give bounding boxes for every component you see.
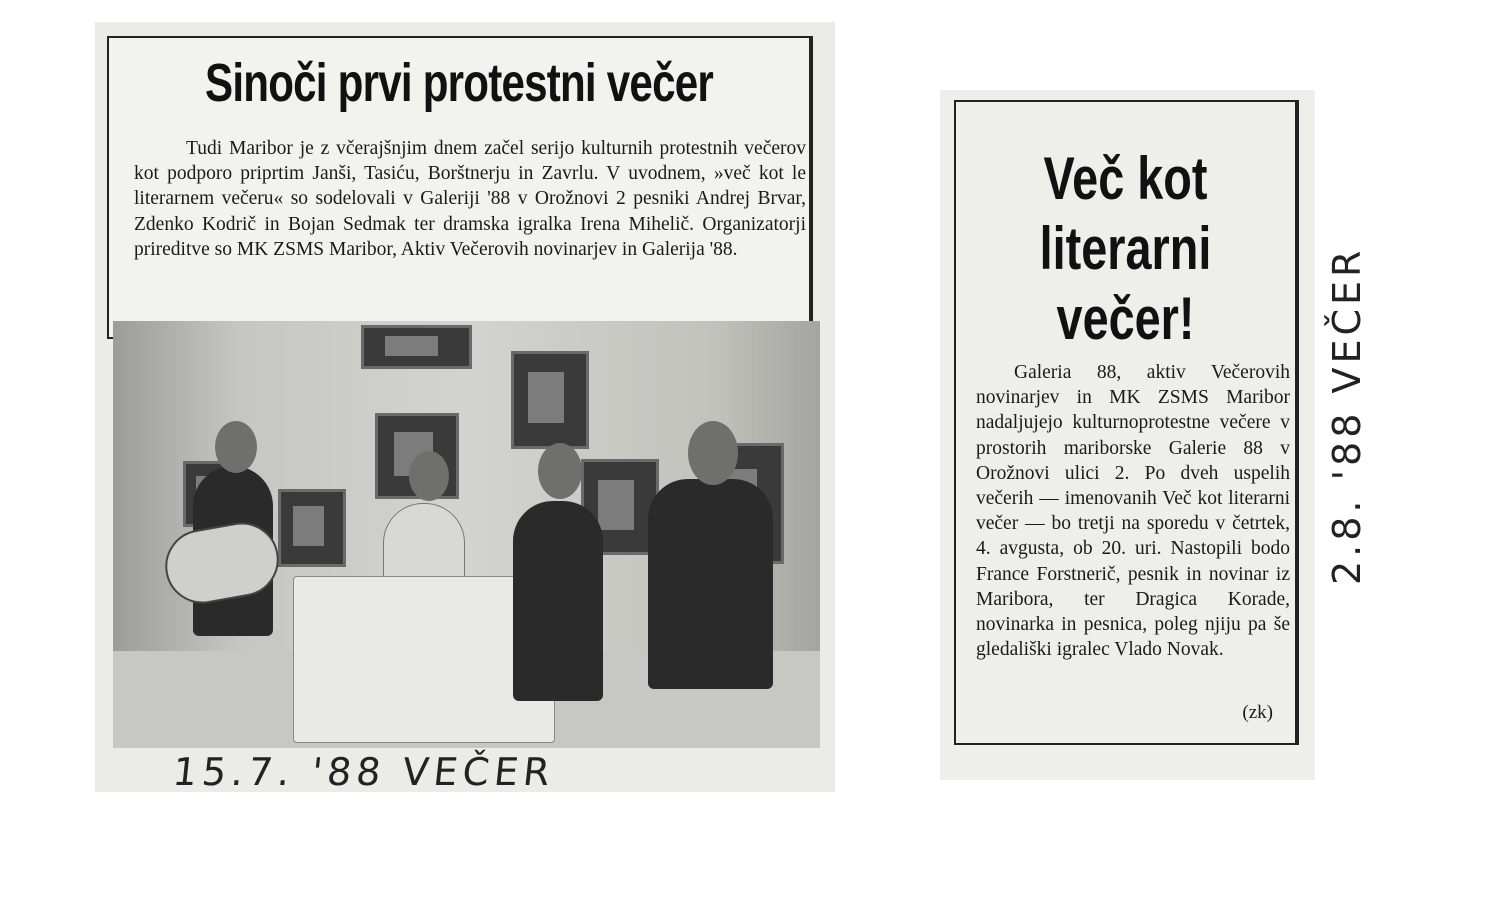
article-2-headline — [993, 144, 1257, 354]
newspaper-clipping-2 — [940, 90, 1315, 780]
newspaper-clipping-1 — [95, 22, 835, 792]
article-1-photo — [113, 321, 820, 748]
article-1-headline: Sinoči prvi protestni večer — [205, 53, 713, 113]
headline-line-3: večer! — [1056, 285, 1195, 352]
handwritten-date-1: 15.7. '88 VEČER — [170, 750, 557, 794]
article-1-body: Tudi Maribor je z včerajšnjim dnem začel serijo kulturnih protestnih večerov kot podporo priprtim Janši, Tasiću, Borštnerju in Zavrlu. V uvodnem, »več kot le literarnem večeru« so sodelovali v Galeriji '88 v Orožnovi 2 pesniki Andrej Brvar, Zdenko Kodrič in Bojan Sedmak ter dramska igralka Irena Mihelič. Organizatorji prireditve so MK ZSMS Maribor, Aktiv Večerovih novinarjev in Galerija '88. — [134, 138, 806, 260]
article-box-2 — [954, 100, 1299, 745]
article-2-body: Galeria 88, aktiv Večerovih novinarjev in MK ZSMS Maribor nadaljujejo kulturnoprotestne večere v prostorih mariborske Galerie 88 v Orožnovi ulici 2. Po dveh uspelih večerih — imenovanih Več kot literarni večer — bo tretji na sporedu v četrtek, 4. avgusta, ob 20. uri. Nastopili bodo France Forstnerič, pesnik in novinar iz Maribora, ter Dragica Korade, novinarka in pesnica, poleg njiju pa še gledališki igralec Vlado Novak. — [976, 362, 1290, 661]
handwritten-date-2: 2.8. '88 VEČER — [1325, 246, 1369, 585]
headline-line-2: literarni — [1039, 215, 1212, 282]
article-box-1 — [107, 36, 813, 339]
headline-line-1: Več kot — [1043, 145, 1208, 212]
author-signature: (zk) — [1242, 702, 1273, 723]
